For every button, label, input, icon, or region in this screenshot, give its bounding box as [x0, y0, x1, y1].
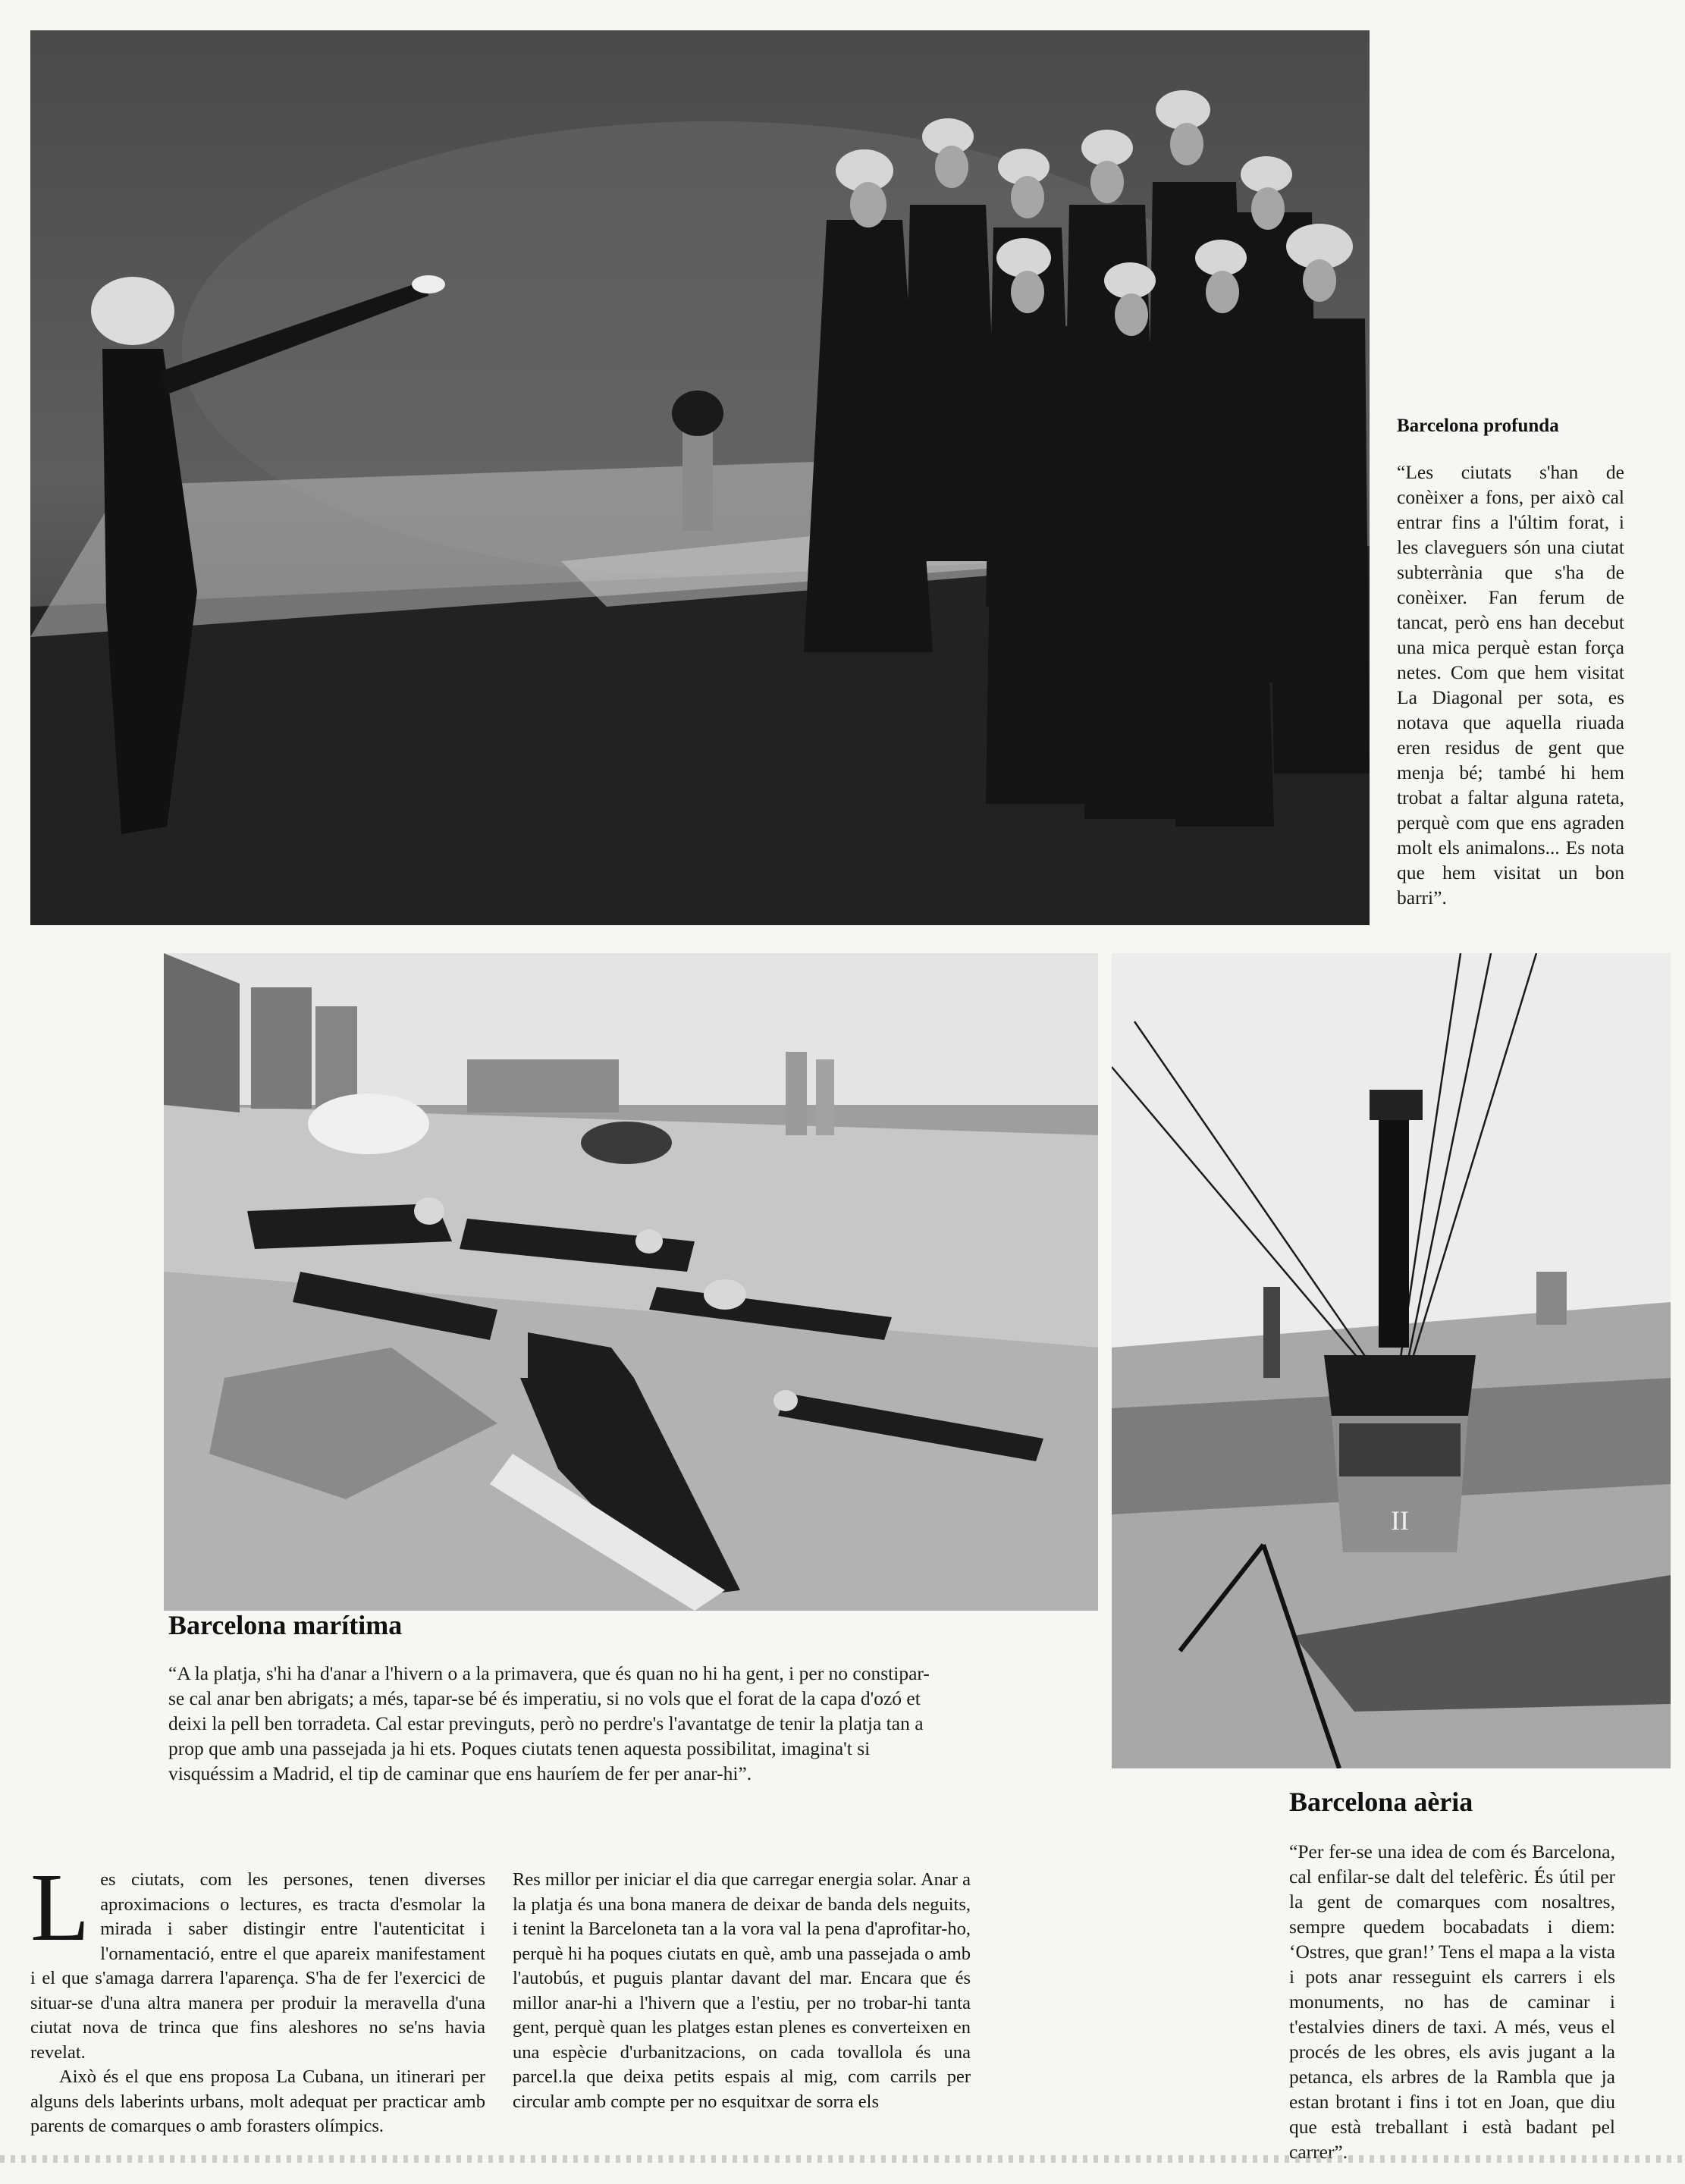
beach-photo — [164, 953, 1098, 1611]
caption-text-profunda: “Les ciutats s'han de conèixer a fons, per això cal entrar fins a l'últim forat, i les claveguers són una ciutat subterrània que s'ha de conèixer. Fan ferum de tancat, però ens han decebut una mica perquè estan força netes. Com que hem visitat La Diagonal per sota, es notava que aquella riuada eren residus de gent que menja bé; també hi hem trobat a faltar alguna rateta, perquè com que ens agraden molt els animalons... Es nota que hem visitat un bon barri”. — [1397, 461, 1624, 908]
caption-text-maritima: “A la platja, s'hi ha d'anar a l'hivern o a la primavera, que és quan no hi ha gent, i per no constipar-se cal anar ben abrigats; a més, tapar-se bé és imperatiu, si no vols que el forat de la capa d'ozó et deixi la pell ben torradeta. Cal estar previnguts, però no perdre's l'avantatge de tenir la platja tan a prop que amb una passejada ja hi ets. Poques ciutats tenen aquesta possibilitat, imagina't si visquéssim a Madrid, el tip de caminar que ens hauríem de fer per anar-hi”. — [168, 1662, 930, 1784]
article-column-1 — [30, 1853, 485, 2139]
caption-title-maritima: Barcelona marítima — [168, 1610, 403, 1640]
caption-text-aeria: “Per fer-se una idea de com és Barcelona, cal enfilar-se dalt del telefèric. És útil per la gent de comarques com nosaltres, sempre quedem bocabadats i diem: ‘Ostres, que gran!’ Tens el mapa a la vista i pots anar resseguint els carrers i els monuments, no has de caminar i t'estalvies diners de taxi. A més, veus el procés de les obres, els avis jugant a la petanca, els arbres de la Rambla que ja estan brotant i fins i tot en Joan, que diu que està treballant i està badant pel carrer”. — [1289, 1840, 1615, 2163]
drop-cap: L — [30, 1853, 90, 1961]
article-paragraph — [30, 1853, 485, 2065]
article-paragraph: Res millor per iniciar el dia que carregar energia solar. Anar a la platja és una bona manera de deixar de banda dels neguits, i tenint la Barceloneta tan a la vora val la pena d'aprofitar-ho, perquè hi ha poques ciutats en què, amb una passejada o amb l'autobús, et puguis plantar davant del mar. Encara que és millor anar-hi a l'hivern que a l'estiu, per no trobar-hi tanta gent, perquè quan les platges estan plenes es converteixen en una espècie d'urbanitzacions, on cada tovallola és una parcel.la que deixa petits espais al mig, com carrils per circular amb compte per no esquitxar de sorra els — [513, 1869, 971, 2112]
article-paragraph: Això és el que ens proposa La Cubana, un itinerari per alguns dels laberints urbans, molt adequat per practicar amb parents de comarques o amb forasters olímpics. — [30, 2066, 485, 2136]
article-paragraph-text: es ciutats, com les persones, tenen diverses aproximacions o lectures, es tracta d'esmolar la mirada i saber distingir entre l'autenticitat i l'ornamentació, entre el que apareix manifestament i el que s'amaga darrera l'aparença. S'ha de fer l'exercici de situar-se d'una altra manera per produir la meravella d'una ciutat nova de trinca que fins aleshores no se'ns havia revelat. — [30, 1869, 485, 2063]
caption-title-aeria: Barcelona aèria — [1289, 1787, 1473, 1817]
sewer-photo — [30, 30, 1370, 925]
scan-artifact-line — [0, 2155, 1685, 2163]
cable-car-photo — [1112, 953, 1671, 1768]
article-column-2 — [513, 1868, 971, 2114]
cable-car-number: II — [1391, 1505, 1409, 1536]
caption-title-profunda: Barcelona profunda — [1397, 416, 1559, 436]
